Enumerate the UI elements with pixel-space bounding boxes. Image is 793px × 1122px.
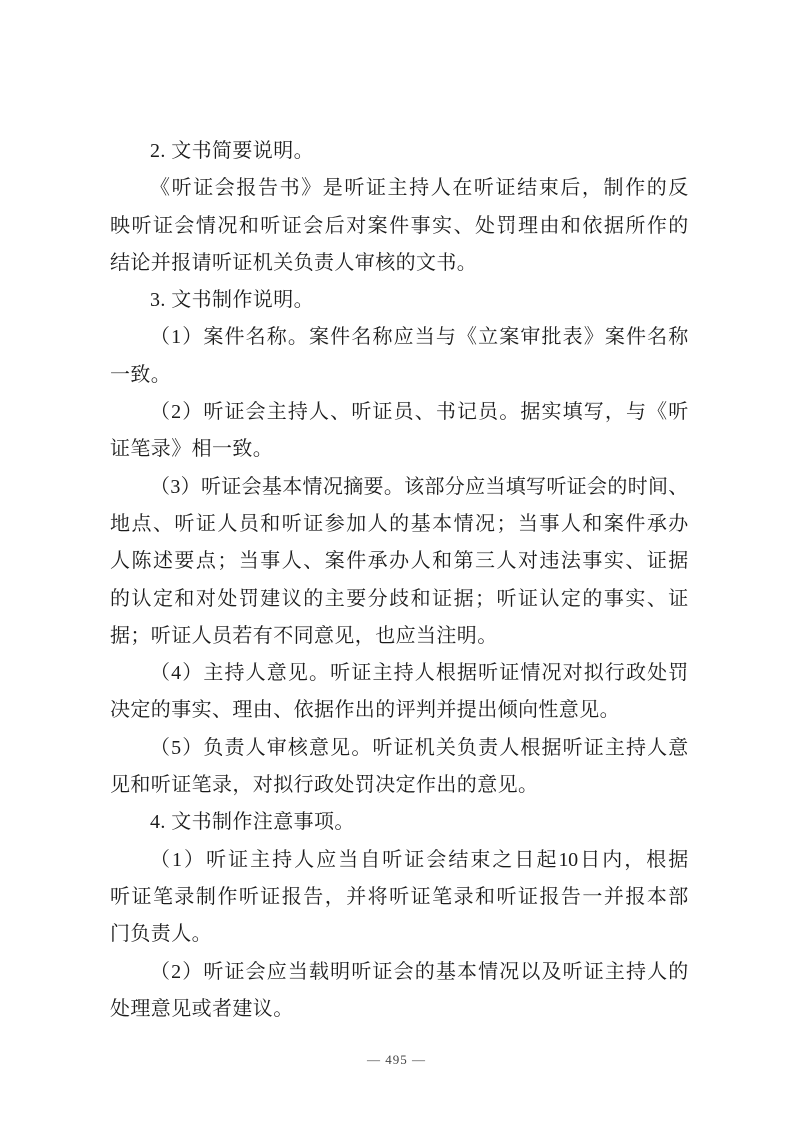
section-heading: 2. 文书简要说明。 — [150, 140, 314, 162]
text-line: （3）听证会基本情况摘要。该部分应当填写听证会的时间、 — [150, 475, 688, 498]
page-body — [110, 133, 688, 1028]
list-item — [110, 954, 688, 1029]
text-line: 处理意见或者建议。 — [110, 997, 294, 1020]
text-line: 证笔录》相一致。 — [110, 438, 274, 461]
text-line: （5）负责人审核意见。听证机关负责人根据听证主持人意 — [150, 736, 688, 759]
text-line: （2）听证会主持人、听证员、书记员。据实填写，与《听 — [150, 401, 688, 424]
text-line: 映听证会情况和听证会后对案件事实、处罚理由和依据所作的 — [110, 214, 688, 237]
text-line: 地点、听证人员和听证参加人的基本情况；当事人和案件承办 — [110, 512, 688, 535]
text-line: 决定的事实、理由、依据作出的评判并提出倾向性意见。 — [110, 699, 620, 722]
text-line: 听证笔录制作听证报告，并将听证笔录和听证报告一并报本部 — [110, 885, 688, 908]
section-heading: 4. 文书制作注意事项。 — [150, 811, 355, 834]
list-item — [110, 394, 688, 469]
list-item — [110, 730, 688, 805]
text-line: 《听证会报告书》是听证主持人在听证结束后，制作的反 — [150, 177, 688, 200]
section-production-instructions — [110, 282, 688, 804]
list-item — [110, 319, 688, 394]
page-number: — 495 — — [367, 1052, 426, 1067]
paragraph — [110, 170, 688, 282]
list-item — [110, 469, 688, 655]
text-line: （1）案件名称。案件名称应当与《立案审批表》案件名称 — [150, 326, 688, 349]
section-production-notes — [110, 804, 688, 1028]
text-line: 据；听证人员若有不同意见，也应当注明。 — [110, 624, 498, 647]
text-line: （2）听证会应当载明听证会的基本情况以及听证主持人的 — [150, 960, 688, 983]
section-heading: 3. 文书制作说明。 — [150, 289, 314, 312]
text-line: （4）主持人意见。听证主持人根据听证情况对拟行政处罚 — [150, 662, 688, 685]
section-brief-description — [110, 133, 688, 282]
list-item — [110, 842, 688, 954]
text-line: 门负责人。 — [110, 923, 212, 946]
text-line: 的认定和对处罚建议的主要分歧和证据；听证认定的事实、证 — [110, 587, 688, 610]
text-line: 见和听证笔录，对拟行政处罚决定作出的意见。 — [110, 774, 539, 797]
list-item — [110, 655, 688, 730]
text-line: （1）听证主持人应当自听证会结束之日起10日内，根据 — [150, 848, 688, 871]
text-line: 一致。 — [110, 363, 172, 386]
text-line: 结论并报请听证机关负责人审核的文书。 — [110, 251, 478, 274]
text-line: 人陈述要点；当事人、案件承办人和第三人对违法事实、证据 — [110, 550, 688, 573]
